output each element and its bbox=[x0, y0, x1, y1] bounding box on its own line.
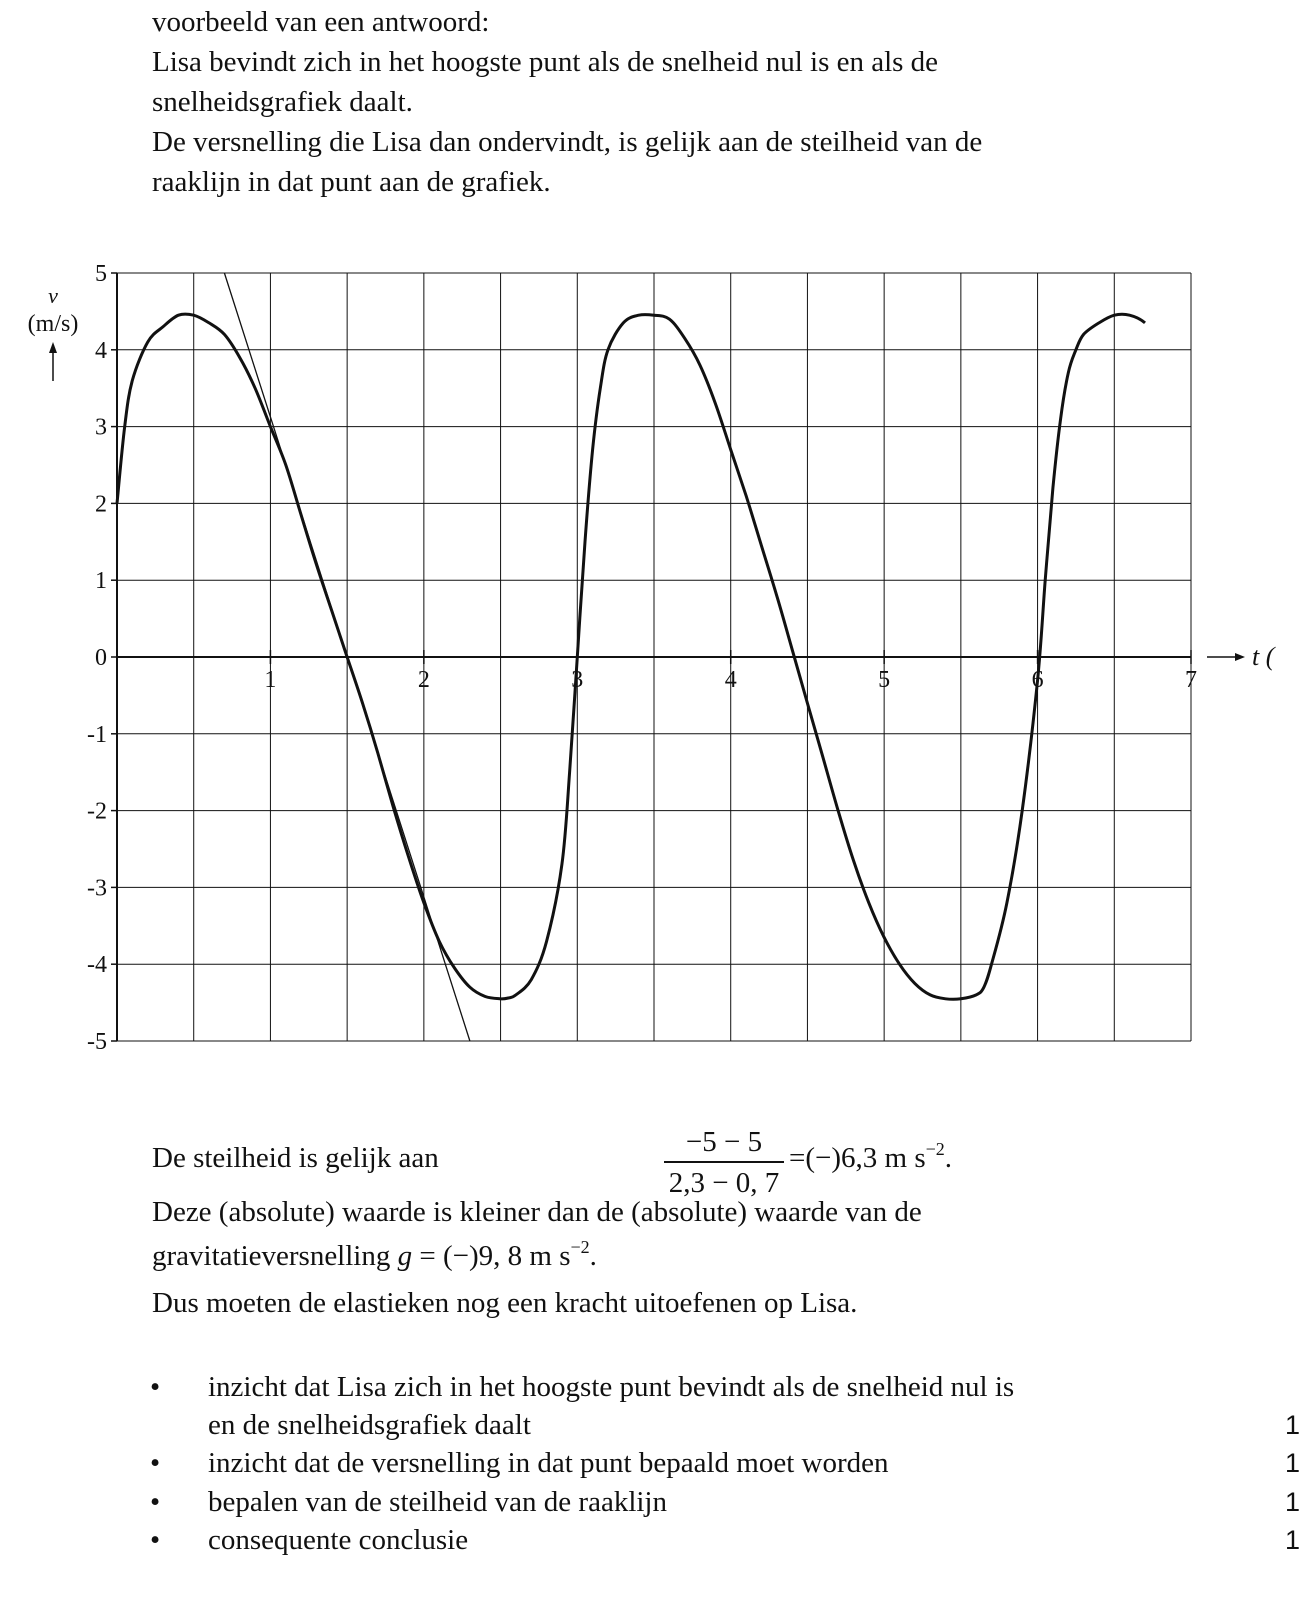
gravity-exponent: −2 bbox=[570, 1237, 590, 1257]
x-tick-label: 3 bbox=[571, 667, 584, 693]
velocity-time-chart bbox=[0, 265, 1300, 1065]
x-tick-label: 1 bbox=[264, 667, 277, 693]
x-tick-label: 4 bbox=[724, 667, 737, 693]
intro-line: voorbeeld van een antwoord: bbox=[152, 6, 490, 38]
calc-result-value: =(−)6,3 m s bbox=[789, 1142, 926, 1174]
gravity-text: gravitatieversnelling bbox=[152, 1240, 398, 1272]
gravity-line bbox=[152, 1237, 597, 1273]
y-tick-label: -2 bbox=[87, 798, 107, 825]
gravity-symbol: g bbox=[397, 1240, 413, 1272]
x-axis-arrow bbox=[1207, 653, 1245, 661]
intro-line: snelheidsgrafiek daalt. bbox=[152, 86, 413, 118]
chart-axis-labels bbox=[28, 283, 1276, 671]
calc-text: De steilheid is gelijk aan bbox=[152, 1142, 439, 1174]
criterion-score: 1 bbox=[1284, 1525, 1300, 1555]
y-tick-label: 2 bbox=[95, 491, 107, 518]
y-tick-label: 5 bbox=[95, 265, 107, 287]
slope-fraction bbox=[664, 1123, 784, 1201]
y-tick-label: -3 bbox=[87, 875, 107, 902]
criterion-text: bepalen van de steilheid van de raaklijn bbox=[208, 1486, 667, 1518]
criterion-score: 1 bbox=[1284, 1448, 1300, 1478]
x-axis-label: t ( bbox=[1252, 642, 1275, 671]
gravity-end: . bbox=[589, 1240, 597, 1272]
criterion-item bbox=[150, 1368, 1300, 1448]
calc-result bbox=[789, 1139, 953, 1175]
answer-intro bbox=[152, 2, 1202, 202]
calc-result-exponent: −2 bbox=[925, 1139, 945, 1159]
criterion-item bbox=[150, 1521, 1300, 1561]
bullet: • bbox=[150, 1524, 161, 1556]
text-line: Deze (absolute) waarde is kleiner dan de (absolute) waarde van de bbox=[152, 1196, 922, 1228]
bullet: • bbox=[150, 1447, 161, 1479]
x-tick-label: 7 bbox=[1185, 667, 1197, 693]
calc-result-end: . bbox=[944, 1142, 953, 1174]
gravity-value: = (−)9, 8 m s bbox=[412, 1240, 571, 1272]
bullet: • bbox=[150, 1371, 161, 1403]
y-tick-label: -4 bbox=[87, 952, 107, 979]
x-tick-label: 2 bbox=[417, 667, 430, 693]
criterion-text: inzicht dat de versnelling in dat punt bepaald moet worden bbox=[208, 1447, 889, 1479]
conclusion-line: Dus moeten de elastieken nog een kracht uitoefenen op Lisa. bbox=[152, 1287, 858, 1319]
y-tick-label: -1 bbox=[87, 721, 107, 748]
y-tick-label: 3 bbox=[95, 414, 107, 441]
fraction-denominator: 2,3 − 0, 7 bbox=[668, 1167, 780, 1199]
criterion-score: 1 bbox=[1284, 1410, 1300, 1440]
criterion-score: 1 bbox=[1284, 1487, 1300, 1517]
y-tick-label: 1 bbox=[95, 568, 107, 595]
x-tick-label: 6 bbox=[1031, 667, 1044, 693]
criterion-text: consequente conclusie bbox=[208, 1524, 469, 1556]
chart-grid bbox=[117, 273, 1191, 1041]
criterion-item bbox=[150, 1444, 1300, 1484]
criterion-text: inzicht dat Lisa zich in het hoogste punt bevindt als de snelheid nul is bbox=[208, 1371, 1015, 1403]
y-axis-arrow bbox=[49, 342, 57, 381]
y-axis-unit: (m/s) bbox=[27, 311, 79, 337]
intro-line: raaklijn in dat punt aan de grafiek. bbox=[152, 166, 551, 198]
bullet: • bbox=[150, 1486, 161, 1518]
y-tick-label: 4 bbox=[95, 337, 107, 364]
fraction-numerator: −5 − 5 bbox=[664, 1123, 784, 1163]
intro-line: Lisa bevindt zich in het hoogste punt als de snelheid nul is en als de bbox=[152, 46, 939, 78]
y-tick-label: 0 bbox=[95, 645, 107, 671]
intro-line: De versnelling die Lisa dan ondervindt, is gelijk aan de steilheid van de bbox=[152, 126, 983, 158]
x-tick-label: 5 bbox=[878, 667, 891, 693]
criterion-item bbox=[150, 1483, 1300, 1523]
y-axis-symbol: v bbox=[48, 283, 58, 308]
criterion-text: en de snelheidsgrafiek daalt bbox=[208, 1409, 531, 1441]
y-tick-label: -5 bbox=[87, 1029, 107, 1055]
